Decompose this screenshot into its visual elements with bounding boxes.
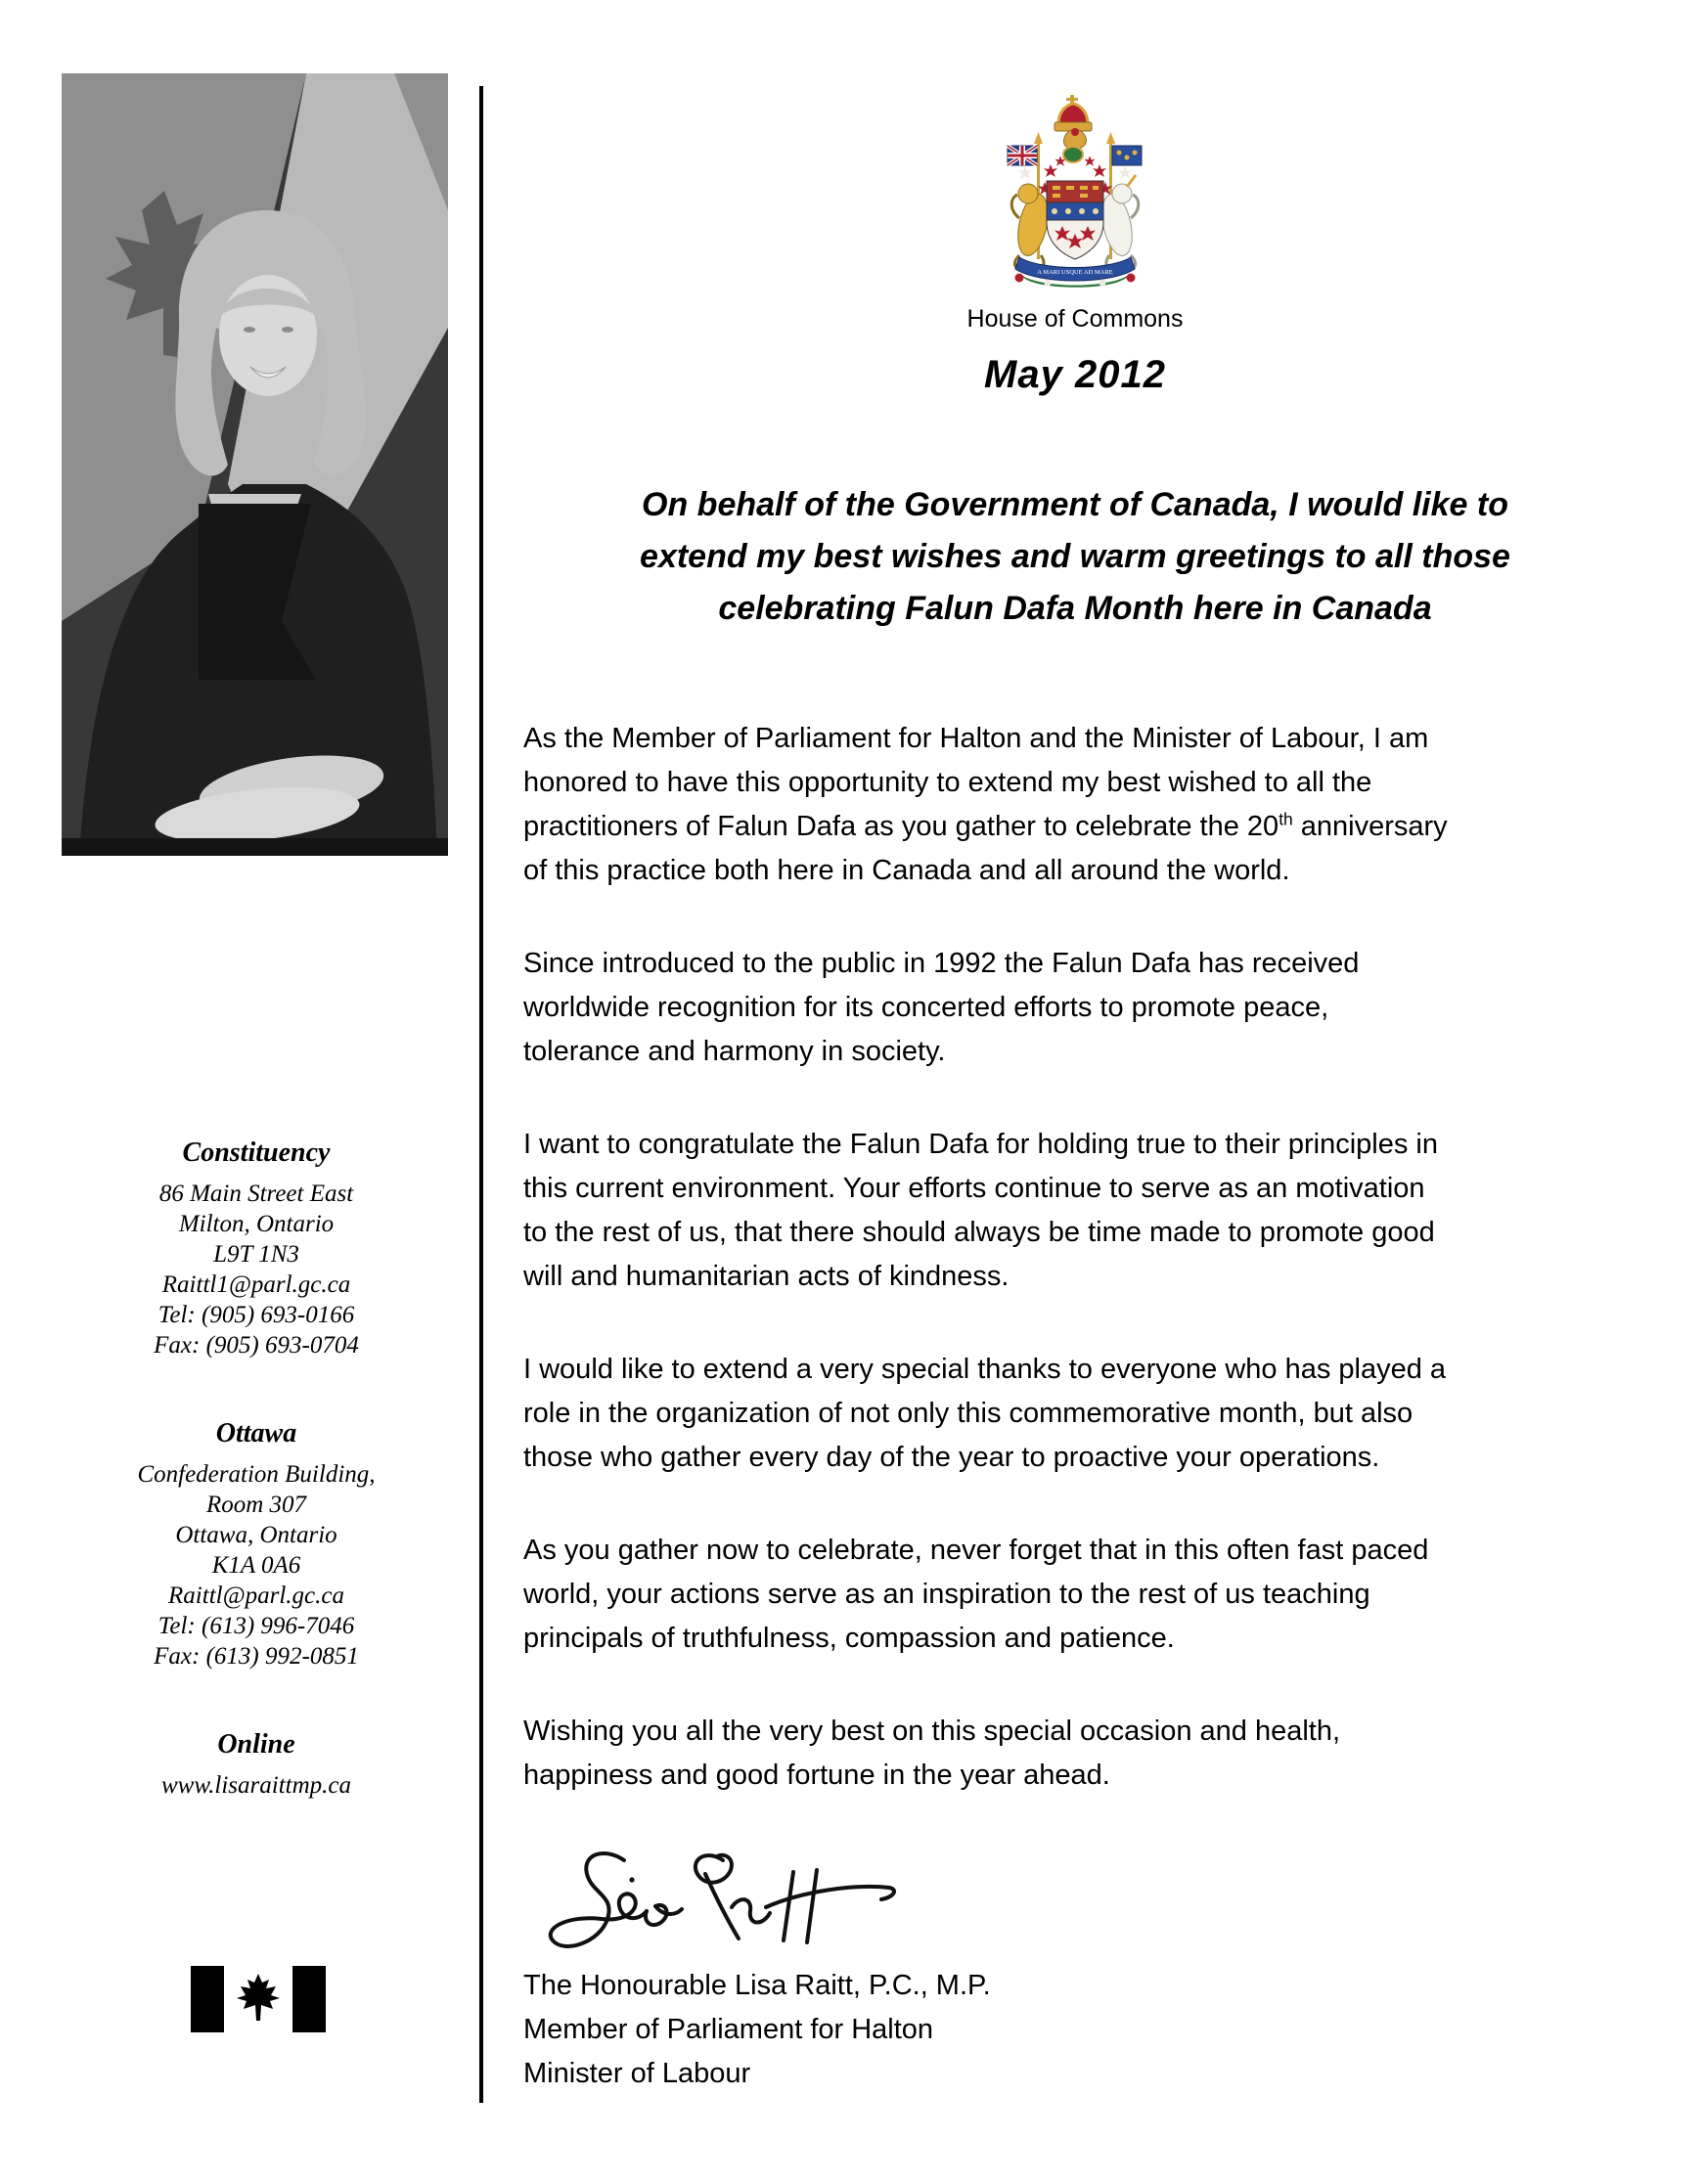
letter-paragraphs xyxy=(523,717,1627,1798)
online-block xyxy=(62,1729,451,1801)
constituency-line: Fax: (905) 693-0704 xyxy=(154,1332,359,1359)
constituency-lines xyxy=(62,1179,451,1360)
right-spearhead xyxy=(1106,132,1115,144)
left-spearhead xyxy=(1034,132,1043,144)
left-eye xyxy=(244,327,255,333)
org-title: House of Commons xyxy=(966,305,1184,333)
paragraph-line: I want to congratulate the Falun Dafa for holding true to their principles in xyxy=(523,1129,1438,1160)
signature-stroke-r-loop xyxy=(695,1855,732,1883)
signature-stroke-t2 xyxy=(807,1870,817,1942)
ottawa-line: K1A 0A6 xyxy=(211,1552,301,1579)
salutation-line: celebrating Falun Dafa Month here in Canada xyxy=(718,590,1432,627)
paragraph-line: world, your actions serve as an inspiration to the rest of us teaching xyxy=(523,1579,1370,1610)
constituency-heading: Constituency xyxy=(182,1137,331,1168)
constituency-line: Raittl1@parl.gc.ca xyxy=(161,1271,351,1298)
vertical-divider xyxy=(479,86,483,2103)
portrait-photo-lisa-raitt xyxy=(62,73,448,856)
paragraph-line: Since introduced to the public in 1992 the Falun Dafa has received xyxy=(523,948,1360,979)
constituency-line: 86 Main Street East xyxy=(158,1181,354,1207)
letter-paragraph-1 xyxy=(523,717,1627,893)
fleur-de-lis-flag xyxy=(1112,146,1142,165)
table-edge xyxy=(62,838,448,856)
letter-body xyxy=(523,73,1627,2096)
crest-leaf xyxy=(1071,128,1079,136)
ottawa-block xyxy=(62,1418,451,1671)
crest-motto: A MARI USQUE AD MARE xyxy=(1037,269,1113,276)
letter-paragraph-2 xyxy=(523,942,1627,1074)
constituency-block xyxy=(62,1137,451,1360)
ottawa-line: Raittl@parl.gc.ca xyxy=(168,1582,344,1609)
paragraph-line: As you gather now to celebrate, never forget that in this often fast paced xyxy=(523,1535,1429,1566)
paragraph-line: those who gather every day of the year to proactive your operations. xyxy=(523,1442,1380,1473)
paragraph-line: As the Member of Parliament for Halton and the Minister of Labour, I am xyxy=(523,723,1429,754)
ottawa-line: Ottawa, Ontario xyxy=(175,1522,337,1548)
letter-paragraph-4 xyxy=(523,1348,1627,1480)
signature-stroke-isa xyxy=(646,1905,682,1925)
constituency-line: L9T 1N3 xyxy=(213,1241,299,1268)
flag-left-bar xyxy=(191,1966,224,2032)
paragraph-line: worldwide recognition for its concerted efforts to promote peace, xyxy=(523,992,1329,1023)
crown-arches xyxy=(1058,104,1088,124)
signature-handwriting xyxy=(531,1847,942,1964)
maple-leaf-icon xyxy=(237,1974,280,2021)
union-jack-flag xyxy=(1008,146,1037,165)
letter-salutation xyxy=(523,479,1627,635)
paragraph-line: honored to have this opportunity to extend my best wished to all the xyxy=(523,767,1372,798)
crown-crossbar xyxy=(1066,98,1078,101)
signature-i-dot xyxy=(629,1877,634,1882)
online-line: www.lisaraittmp.ca xyxy=(160,1772,351,1799)
paragraph-line: tolerance and harmony in society. xyxy=(523,1036,946,1067)
signoff-line: Minister of Labour xyxy=(523,2058,751,2089)
ottawa-line: Confederation Building, xyxy=(137,1461,376,1488)
letter-paragraph-5 xyxy=(523,1529,1627,1661)
signature-stroke-ai xyxy=(732,1899,770,1922)
shield xyxy=(1047,181,1103,259)
salutation-line: On behalf of the Government of Canada, I would like to xyxy=(642,486,1508,523)
ottawa-line: Room 307 xyxy=(205,1492,307,1518)
paragraph-line: happiness and good fortune in the year ahead. xyxy=(523,1760,1110,1791)
signoff-line: Member of Parliament for Halton xyxy=(523,2014,934,2045)
ottawa-line: Fax: (613) 992-0851 xyxy=(154,1643,359,1670)
ottawa-lines xyxy=(62,1459,451,1671)
ottawa-heading: Ottawa xyxy=(215,1418,297,1449)
coat-of-arms-crest xyxy=(1002,93,1148,293)
letter-paragraph-6 xyxy=(523,1710,1627,1798)
signoff-line: The Honourable Lisa Raitt, P.C., M.P. xyxy=(523,1970,991,2001)
signature-stroke-tcross xyxy=(766,1887,894,1907)
torse-orb xyxy=(1063,147,1083,162)
salutation-line: extend my best wishes and warm greetings to all those xyxy=(640,538,1510,575)
white-trillium xyxy=(1018,166,1032,179)
online-heading: Online xyxy=(217,1729,295,1760)
canada-flag-icon xyxy=(191,1966,326,2032)
paragraph-line: will and humanitarian acts of kindness. xyxy=(523,1261,1010,1292)
paragraph-line: Wishing you all the very best on this special occasion and health, xyxy=(523,1716,1341,1747)
signature-stroke-l xyxy=(551,1853,647,1946)
ottawa-line: Tel: (613) 996-7046 xyxy=(157,1613,355,1639)
flag-right-bar xyxy=(292,1966,326,2032)
constituency-line: Milton, Ontario xyxy=(178,1211,335,1237)
white-trillium-2 xyxy=(1118,166,1132,179)
letter-date: May 2012 xyxy=(984,353,1166,396)
signature-stroke-t1 xyxy=(784,1872,793,1940)
signature-block xyxy=(523,1964,1627,2096)
paragraph-line: practitioners of Falun Dafa as you gather to celebrate the 20th anniversary xyxy=(523,809,1448,842)
paragraph-line: of this practice both here in Canada and all around the world. xyxy=(523,855,1290,886)
online-lines xyxy=(62,1770,451,1801)
paragraph-line: principals of truthfulness, compassion and patience. xyxy=(523,1623,1175,1654)
paragraph-line: I would like to extend a very special thanks to everyone who has played a xyxy=(523,1354,1447,1385)
paragraph-line: to the rest of us, that there should always be time made to promote good xyxy=(523,1217,1435,1248)
right-eye xyxy=(282,327,293,333)
paragraph-line: role in the organization of not only this commemorative month, but also xyxy=(523,1398,1413,1429)
letter-paragraph-3 xyxy=(523,1123,1627,1299)
paragraph-line: this current environment. Your efforts continue to serve as an motivation xyxy=(523,1173,1425,1204)
constituency-line: Tel: (905) 693-0166 xyxy=(157,1302,355,1328)
